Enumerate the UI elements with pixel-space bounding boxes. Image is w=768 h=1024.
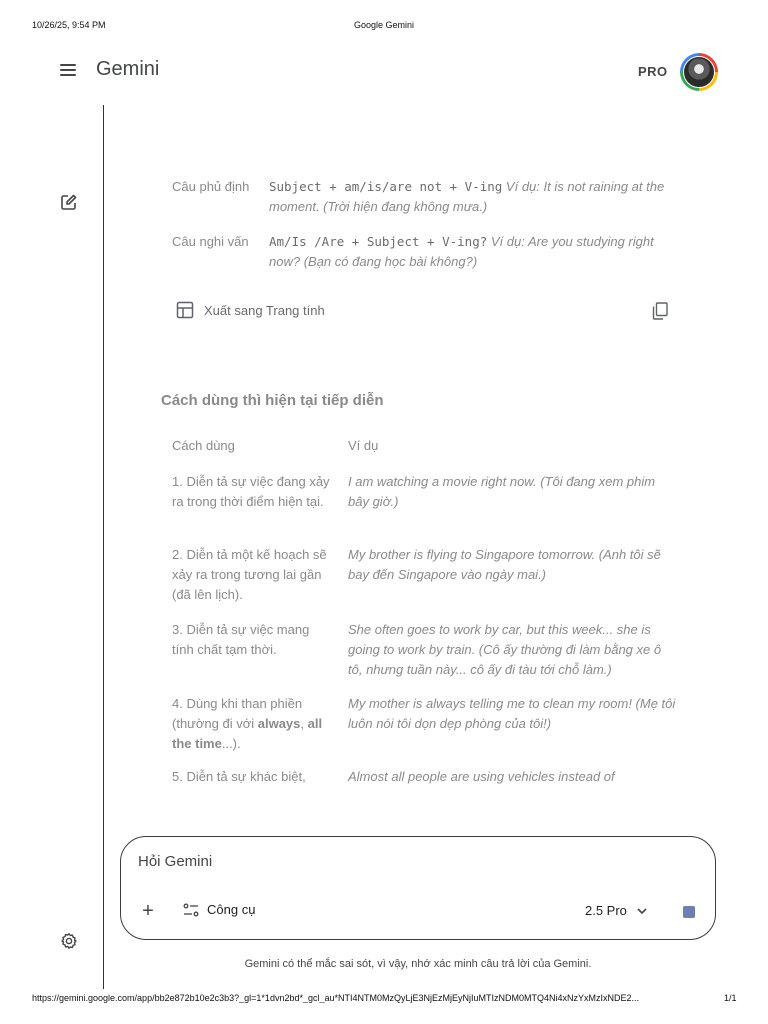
- column-header-usage: Cách dùng: [172, 438, 235, 453]
- prompt-input[interactable]: [138, 853, 678, 870]
- row-content: [269, 177, 674, 217]
- formula: Am/Is /Are + Subject + V-ing?: [269, 234, 488, 249]
- table-icon: [176, 301, 194, 319]
- usage-bold: all the time: [172, 716, 323, 751]
- row-content: [269, 232, 674, 272]
- example-text: Ví dụ: Are you studying right now? (Bạn có đang học bài không?): [269, 234, 654, 269]
- usage-cell: 3. Diễn tả sự việc mang tính chất tạm thời.: [172, 622, 310, 657]
- column-header-example: Ví dụ: [348, 438, 379, 453]
- table-row: [172, 177, 682, 217]
- tools-label: Công cụ: [207, 902, 256, 917]
- usage-cell: 1. Diễn tả sự việc đang xảy ra trong thời điểm hiện tại.: [172, 474, 330, 509]
- model-label: 2.5 Pro: [585, 903, 627, 918]
- avatar[interactable]: [680, 53, 718, 91]
- example-cell: My brother is flying to Singapore tomorrow. (Anh tôi sẽ bay đến Singapore vào ngày mai.): [348, 547, 661, 582]
- tools-button[interactable]: [183, 902, 255, 917]
- disclaimer: Gemini có thể mắc sai sót, vì vậy, nhớ xác minh câu trả lời của Gemini.: [244, 958, 592, 970]
- app-title: Gemini: [96, 58, 160, 80]
- example-cell: She often goes to work by car, but this week... she is going to work by train. (Cô ấy thường đi làm bằng xe ô tô, nhưng tuần này... cô ấy đi tàu tới chỗ làm.): [348, 622, 662, 677]
- avatar-image: [683, 56, 715, 88]
- menu-icon[interactable]: [60, 61, 76, 79]
- example-cell: I am watching a movie right now. (Tôi đang xem phim bây giờ.): [348, 474, 656, 509]
- example-cell: My mother is always telling me to clean my room! (Mẹ tôi luôn nói tôi dọn dẹp phòng của tôi!): [348, 696, 676, 731]
- print-title: Google Gemini: [353, 20, 415, 30]
- usage-text: 4. Dùng khi than phiền (thường đi với: [172, 696, 303, 731]
- prompt-box: [120, 836, 716, 940]
- export-to-sheets-button[interactable]: [176, 301, 325, 319]
- pro-badge: PRO: [638, 64, 668, 79]
- row-label: Câu phủ định: [172, 179, 250, 194]
- usage-bold: always: [257, 716, 301, 731]
- usage-cell: [172, 694, 334, 754]
- example-cell: Almost all people are using vehicles instead of: [348, 769, 615, 784]
- section-heading: Cách dùng thì hiện tại tiếp diễn: [161, 392, 384, 409]
- print-date: 10/26/25, 9:54 PM: [32, 20, 106, 30]
- row-label: Câu nghi vấn: [172, 234, 249, 249]
- model-selector[interactable]: [585, 903, 647, 918]
- copy-icon[interactable]: [652, 302, 668, 320]
- stop-button[interactable]: [683, 906, 695, 918]
- formula: Subject + am/is/are not + V-ing: [269, 179, 503, 194]
- new-chat-icon[interactable]: [60, 193, 78, 211]
- print-url: https://gemini.google.com/app/bb2e872b10e2c3b3?_gl=1*1dvn2bd*_gcl_au*NTI4NTM0MzQyLjE3NjEzMjEyNjIuMTIzNDM0MTQ4Ni4xNzYxMzIxNDE2...: [32, 993, 640, 1003]
- example-text: Ví dụ: It is not raining at the moment. (Trời hiện đang không mưa.): [269, 179, 665, 214]
- export-label: Xuất sang Trang tính: [204, 302, 325, 318]
- settings-icon[interactable]: [60, 932, 78, 950]
- print-page-number: 1/1: [724, 993, 737, 1003]
- usage-text: ...).: [221, 736, 241, 751]
- tools-icon: [183, 903, 199, 917]
- chevron-down-icon: [637, 907, 647, 915]
- usage-text: ,: [300, 716, 308, 731]
- table-row: [172, 232, 682, 272]
- usage-cell: 5. Diễn tả sự khác biệt,: [172, 769, 306, 784]
- add-attachment-button[interactable]: +: [142, 900, 154, 922]
- usage-cell: 2. Diễn tả một kế hoạch sẽ xảy ra trong tương lai gần (đã lên lịch).: [172, 547, 327, 602]
- sidebar-divider: [103, 105, 104, 989]
